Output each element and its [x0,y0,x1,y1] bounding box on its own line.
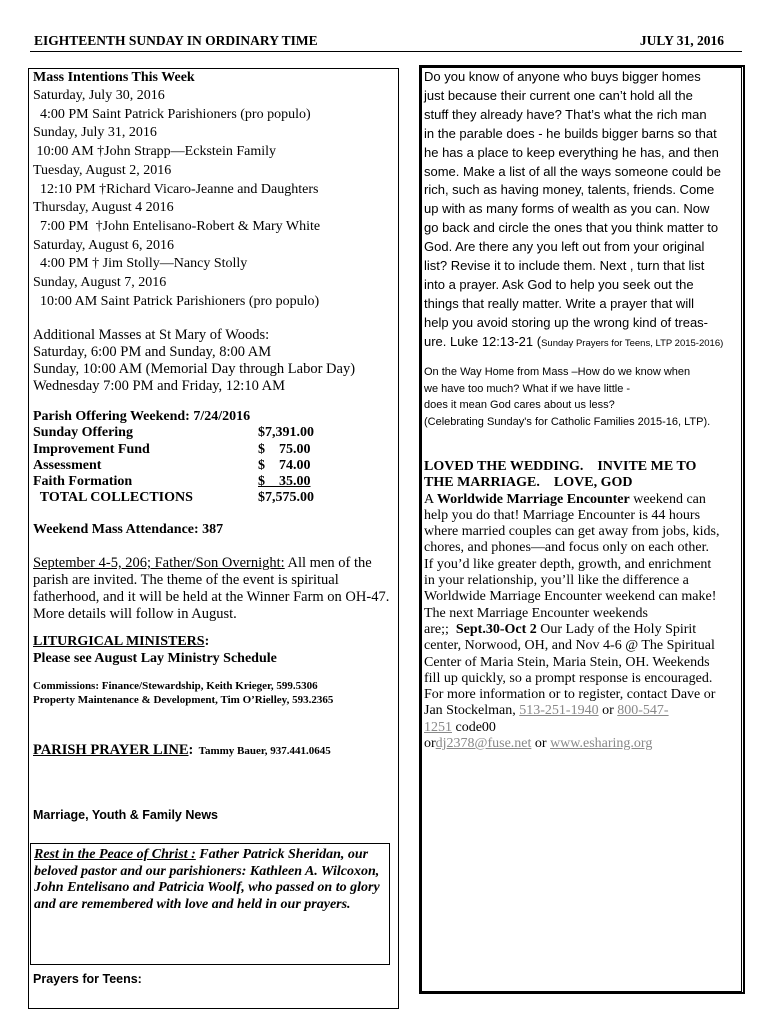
reflection-line: Do you know of anyone who buys bigger homes [424,69,701,84]
wedding-text: are;; [424,621,456,637]
phone-link-2-cont[interactable]: 1251 [424,719,452,735]
reflection-line: help you avoid storing up the wrong kind of treas- [424,314,709,330]
intention-line: 4:00 PM Saint Patrick Parishioners (pro populo) [33,106,311,122]
way-home-line: (Celebrating Sunday's for Catholic Families 2015-16, LTP). [424,415,711,428]
intention-line: Sunday, August 7, 2016 [33,275,167,291]
header-divider [30,51,742,52]
additional-masses-line: Wednesday 7:00 PM and Friday, 12:10 AM [33,378,286,394]
sunday-reflection [424,68,742,354]
wedding-text: or [598,703,618,719]
offering-amount: $ 75.00 [258,441,311,457]
reflection-line: list? Revise it to include them. Next , turn that list [424,258,705,274]
wedding-line: fill up quickly, so a prompt response is encouraged. [424,670,713,686]
wedding-line: where married couples can get away from jobs, kids, [424,524,720,540]
overnight-heading: September 4-5, 206; Father/Son Overnight: [33,555,285,571]
mass-intentions-title: Mass Intentions This Week [33,70,195,85]
ministers-body: Please see August Lay Ministry Schedule [33,651,277,666]
way-home-line: we have too much? What if we have little - [424,382,631,395]
offering-label: Assessment [33,457,102,473]
wedding-line: If you’d like greater depth, growth, and enrichment [424,556,712,572]
wedding-line: The next Marriage Encounter weekends [424,605,648,621]
way-home-line: On the Way Home from Mass –How do we know when [424,366,691,378]
wedding-text: or [531,736,551,752]
wedding-line: in your relationship, you’ll like the difference a [424,573,689,589]
prayers-for-teens-heading: Prayers for Teens: [33,972,142,986]
ministers-colon: : [204,634,210,649]
bulletin-title: EIGHTEENTH SUNDAY IN ORDINARY TIME [34,33,318,48]
intention-line: 12:10 PM †Richard Vicaro-Jeanne and Daughters [33,181,319,197]
offering-row [33,474,333,490]
overnight-body: All men of the parish are invited. The theme of the event is spiritual fatherhood, and it will be held at the Winner Farm on OH-47. More details will follow in August. [33,555,390,622]
offering-row [33,425,333,441]
liturgical-ministers [33,633,393,667]
reflection-line: in the parable does - he builds bigger barns so that [424,125,717,141]
reflection-line: he has a place to keep everything he has, and then [424,144,719,160]
wedding-heading: THE MARRIAGE. LOVE, GOD [424,475,633,491]
additional-masses-line: Additional Masses at St Mary of Woods: [33,327,270,343]
reflection-citation: Sunday Prayers for Teens, LTP 2015-2016) [541,337,724,349]
wedding-text: A [424,491,437,507]
wedding-line: For more information or to register, contact Dave or [424,687,716,703]
additional-masses-line: Sunday, 10:00 AM (Memorial Day through Labor Day) [33,361,356,377]
commissions-line: Commissions: Finance/Stewardship, Keith Krieger, 599.5306 [33,680,318,692]
website-link[interactable]: www.esharing.org [550,736,653,752]
wedding-line: Worldwide Marriage Encounter weekend can make! [424,589,717,605]
wedding-line: center, Norwood, OH, and Nov 4-6 @ The Spiritual [424,638,715,654]
reflection-line: into a prayer. Ask God to help you seek out the [424,276,694,292]
reflection-line: rich, such as having money, talents, friends. Come [424,182,715,198]
way-home-line: does it mean God cares about us less? [424,399,615,411]
offering-label: Improvement Fund [33,441,150,457]
father-son-overnight [33,555,395,623]
offering-row [33,458,333,474]
bulletin-date: JULY 31, 2016 [639,33,724,48]
wedding-line: Center of Maria Stein, Maria Stein, OH. Weekends [424,654,710,670]
marriage-encounter [424,459,742,752]
intention-line: Sunday, July 31, 2016 [33,125,157,141]
wedding-text: code00 [452,719,496,735]
wedding-heading: LOVED THE WEDDING. INVITE ME TO [424,459,697,474]
phone-link-2[interactable]: 800-547- [617,703,669,719]
reflection-last-line: ure. Luke 12:13-21 ( [424,333,542,349]
mass-attendance: Weekend Mass Attendance: 387 [33,522,224,537]
offering-amount: $7,391.00 [258,425,314,441]
parish-prayer-line [33,741,395,759]
wedding-text: Jan Stockelman, [424,703,520,719]
offering-amount: $ 35.00 [258,474,311,490]
reflection-line: go back and circle the ones that you think matter to [424,220,719,236]
intention-line: Saturday, July 30, 2016 [33,88,165,103]
ministers-heading: LITURGICAL MINISTERS [33,634,205,649]
offering-label: Faith Formation [33,474,133,490]
additional-masses-line: Saturday, 6:00 PM and Sunday, 8:00 AM [33,344,272,360]
rip-body: Father Patrick Sheridan, our beloved pastor and our parishioners: Kathleen A. Wilcoxon, John Entelisano and Patricia Woolf, who passed on to glory and are remembered with love and held in our prayers. [34,847,380,912]
offering-total-amount: $7,575.00 [258,490,314,506]
wedding-text: or [424,736,436,752]
phone-link-1[interactable]: 513-251-1940 [519,703,599,719]
wedding-text: weekend can [629,491,706,507]
intention-line: Thursday, August 4 2016 [33,200,174,216]
intention-line: Saturday, August 6, 2016 [33,237,175,253]
offering-row [33,442,333,458]
intention-line: 7:00 PM †John Entelisano-Robert & Mary White [33,218,321,234]
prayer-line-label: PARISH PRAYER LINE [33,742,189,758]
email-link[interactable]: dj2378@fuse.net [435,736,532,752]
reflection-line: up with as many forms of wealth as you can. Now [424,201,710,217]
reflection-line: just because their current one can’t hold all the [424,87,693,103]
intention-line: 10:00 AM Saint Patrick Parishioners (pro populo) [33,293,320,309]
reflection-line: stuff they already have? That’s what the rich man [424,106,707,122]
additional-masses [33,327,393,395]
offering-title: Parish Offering Weekend: 7/24/2016 [33,409,251,424]
reflection-line: God. Are there any you left out from your original [424,239,705,255]
wedding-dates: Sept.30-Oct 2 [455,621,537,637]
offering-amount: $ 74.00 [258,457,311,473]
reflection-line: some. Make a list of all the ways someone could be [424,163,721,179]
mass-intentions [33,69,393,311]
parish-offering [33,409,333,507]
prayer-line-contact: Tammy Bauer, 937.441.0645 [193,745,331,757]
rest-in-peace [34,847,384,913]
way-home-from-mass [424,364,742,430]
wedding-text: Our Lady of the Holy Spirit [536,621,697,637]
offering-total-row [33,490,333,506]
commissions-line: Property Maintenance & Development, Tim O’Rielley, 593.2365 [33,694,334,706]
offering-total-label: TOTAL COLLECTIONS [33,490,193,506]
wedding-line: chores, and phones—and focus only on each other. [424,540,709,556]
marriage-news-heading: Marriage, Youth & Family News [33,808,219,822]
prayer-line-colon: : [188,742,194,758]
commissions [33,679,395,707]
intention-line: Tuesday, August 2, 2016 [33,162,172,178]
wedding-line: help you do that! Marriage Encounter is 44 hours [424,507,701,523]
reflection-line: things that really matter. Write a prayer that will [424,295,694,311]
intention-line: 10:00 AM †John Strapp—Eckstein Family [33,144,277,160]
wedding-program-name: Worldwide Marriage Encounter [436,491,630,507]
rip-lead: Rest in the Peace of Christ : [34,847,196,862]
offering-label: Sunday Offering [33,425,133,441]
intention-line: 4:00 PM † Jim Stolly—Nancy Stolly [33,256,248,272]
